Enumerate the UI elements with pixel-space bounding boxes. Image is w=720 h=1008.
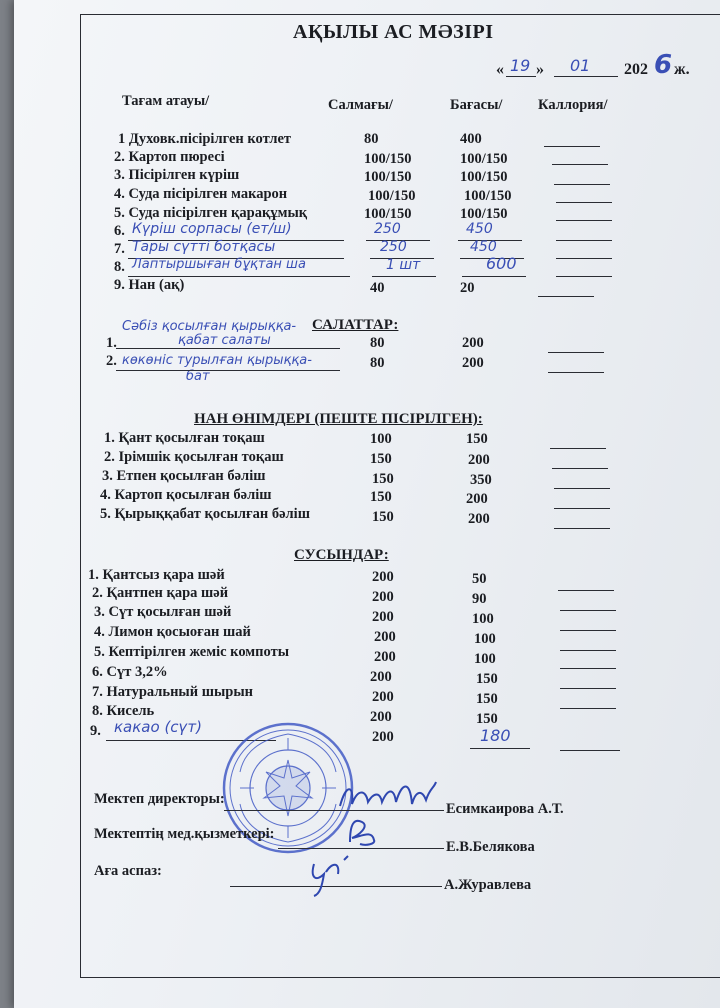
bakery-5-weight: 150	[372, 509, 394, 525]
drink-7-price: 150	[476, 691, 498, 707]
bakery-5-calories-blank	[554, 528, 610, 529]
bakery-4-weight: 150	[370, 489, 392, 505]
dish-3-label: 3. Пісірілген күріш	[114, 167, 240, 183]
drink-3-price: 100	[472, 611, 494, 627]
drink-4-weight: 200	[374, 629, 396, 645]
drink-2-calories-blank	[558, 590, 614, 591]
dish-8-weight: 1 шт	[386, 257, 421, 273]
drink-9-label: 9.	[90, 723, 101, 739]
bakery-3-label: 3. Етпен қосылған бәліш	[102, 468, 266, 484]
dish-6-weight: 250	[374, 221, 401, 237]
bakery-1-calories-blank	[550, 448, 606, 449]
date-year-handwritten: 6	[654, 50, 673, 80]
dish-7-price: 450	[470, 239, 497, 255]
chef-signature	[304, 852, 364, 898]
salad-1-calories-blank	[548, 352, 604, 353]
dish-8-price-line	[462, 276, 526, 277]
bakery-3-weight: 150	[372, 471, 394, 487]
menu-sheet	[14, 0, 720, 1008]
drink-2-price: 90	[472, 591, 487, 607]
date-open-quote: «	[496, 61, 504, 78]
drink-8-weight: 200	[370, 709, 392, 725]
column-price-header: Бағасы/	[450, 97, 503, 113]
dish-5-price: 100/150	[460, 206, 508, 222]
salads-section-title: САЛАТТАР:	[312, 317, 399, 333]
dish-7-label: 7.	[114, 241, 125, 257]
column-name-header: Тағам атауы/	[122, 93, 210, 109]
salad-1-price: 200	[462, 335, 484, 351]
dish-9-calories-blank	[538, 296, 594, 297]
salad-1-weight: 80	[370, 335, 385, 351]
dish-9-price: 20	[460, 280, 475, 296]
medic-role-label: Мектептің мед.қызметкері:	[94, 826, 275, 842]
drink-7-weight: 200	[372, 689, 394, 705]
date-day-line	[506, 76, 536, 77]
dish-4-price: 100/150	[464, 188, 512, 204]
drink-3-calories-blank	[560, 610, 616, 611]
drink-9-name: какао (сүт)	[114, 718, 203, 736]
column-calories-header: Каллория/	[538, 97, 608, 113]
dish-8-calories-blank	[556, 276, 612, 277]
drink-3-label: 3. Сүт қосылған шәй	[94, 604, 232, 620]
bakery-4-label: 4. Картоп қосылған бәліш	[100, 487, 272, 503]
medic-signature-line	[278, 848, 444, 849]
drink-4-label: 4. Лимон қосыоған шай	[94, 624, 251, 640]
dish-4-label: 4. Суда пісірілген макарон	[114, 186, 288, 202]
salad-2-name-line2: бат	[186, 369, 210, 384]
dish-8-weight-line	[372, 276, 436, 277]
dish-8-price: 600	[486, 254, 517, 273]
drink-9-price-line	[470, 748, 530, 749]
column-weight-header: Салмағы/	[328, 97, 393, 113]
medic-signature	[344, 814, 384, 848]
bakery-2-weight: 150	[370, 451, 392, 467]
page-title: АҚЫЛЫ АС МӘЗІРІ	[293, 21, 494, 43]
dish-2-label: 2. Картоп пюресі	[114, 149, 225, 165]
drink-1-weight: 200	[372, 569, 394, 585]
bakery-5-price: 200	[468, 511, 490, 527]
date-suffix: ж.	[674, 61, 690, 78]
drink-4-price: 100	[474, 631, 496, 647]
drink-5-calories-blank	[560, 650, 616, 651]
dish-6-name: Күріш сорпасы (ет/ш)	[132, 221, 292, 237]
chef-role-label: Аға аспаз:	[94, 863, 162, 879]
salad-1-name-line	[116, 348, 340, 349]
drink-6-price: 150	[476, 671, 498, 687]
drink-4-calories-blank	[560, 630, 616, 631]
drink-8-label: 8. Кисель	[92, 703, 155, 719]
bakery-4-price: 200	[466, 491, 488, 507]
date-year: 202	[624, 61, 648, 78]
dish-7-name: Тары сүтті ботқасы	[132, 239, 276, 255]
dish-8-name: Лаптыршыған бұқтан ша	[132, 257, 306, 272]
dish-2-price: 100/150	[460, 151, 508, 167]
salad-2-name-line1: көкөніс турылған қырыққа-	[122, 353, 312, 368]
dish-4-weight: 100/150	[368, 188, 416, 204]
bakery-2-calories-blank	[552, 468, 608, 469]
dish-2-weight: 100/150	[364, 151, 412, 167]
bakery-1-price: 150	[466, 431, 488, 447]
dish-1-label: 1 Духовк.пісірілген котлет	[118, 131, 292, 147]
drink-3-weight: 200	[372, 609, 394, 625]
drink-5-price: 100	[474, 651, 496, 667]
dish-1-calories-blank	[544, 146, 600, 147]
dish-3-weight: 100/150	[364, 169, 412, 185]
date-month-line	[554, 76, 618, 77]
dish-9-label: 9. Нан (ақ)	[114, 277, 185, 293]
drink-1-label: 1. Қантсыз қара шәй	[88, 567, 225, 583]
bakery-2-label: 2. Ірімшік қосылған тоқаш	[104, 449, 284, 465]
salad-1-label: 1.	[106, 335, 117, 351]
drink-8-price: 150	[476, 711, 498, 727]
drink-6-label: 6. Сүт 3,2%	[92, 664, 168, 680]
salad-2-name-line	[116, 370, 340, 371]
salad-2-label: 2.	[106, 353, 117, 369]
dish-5-weight: 100/150	[364, 206, 412, 222]
dish-3-price: 100/150	[460, 169, 508, 185]
dish-5-label: 5. Суда пісірілген қарақұмық	[114, 205, 308, 221]
dish-7-calories-blank	[556, 258, 612, 259]
bakery-4-calories-blank	[554, 508, 610, 509]
bakery-3-calories-blank	[554, 488, 610, 489]
dish-6-calories-blank	[556, 240, 612, 241]
dish-4-calories-blank	[556, 202, 612, 203]
bakery-3-price: 350	[470, 472, 492, 488]
drink-9-weight: 200	[372, 729, 394, 745]
drink-2-weight: 200	[372, 589, 394, 605]
drink-5-weight: 200	[374, 649, 396, 665]
bakery-1-weight: 100	[370, 431, 392, 447]
director-role-label: Мектеп директоры:	[94, 791, 225, 807]
salad-1-name-line1: Сәбіз қосылған қырыққа-	[122, 319, 297, 334]
bakery-5-label: 5. Қырыққабат қосылған бәліш	[100, 506, 310, 522]
drinks-section-title: СУСЫНДАР:	[294, 547, 389, 563]
bakery-section-title: НАН ӨНІМДЕРІ (ПЕШТЕ ПІСІРІЛГЕН):	[194, 411, 483, 427]
drink-7-calories-blank	[560, 688, 616, 689]
drink-9-calories-blank	[560, 750, 620, 751]
bakery-1-label: 1. Қант қосылған тоқаш	[104, 430, 265, 446]
director-signature	[336, 778, 440, 818]
chef-name: А.Журавлева	[444, 877, 532, 893]
salad-2-calories-blank	[548, 372, 604, 373]
medic-name: Е.В.Белякова	[446, 839, 535, 855]
bakery-2-price: 200	[468, 452, 490, 468]
date-month: 01	[570, 56, 591, 75]
salad-2-weight: 80	[370, 355, 385, 371]
salad-1-name-line2: қабат салаты	[178, 333, 271, 348]
dish-6-price: 450	[466, 221, 493, 237]
date-close-quote: »	[536, 61, 544, 78]
dish-5-calories-blank	[556, 220, 612, 221]
dish-1-price: 400	[460, 131, 482, 147]
dish-3-calories-blank	[554, 184, 610, 185]
drink-1-price: 50	[472, 571, 487, 587]
dish-1-weight: 80	[364, 131, 379, 147]
drink-9-price: 180	[480, 726, 511, 745]
dish-9-weight: 40	[370, 280, 385, 296]
drink-5-label: 5. Кептірілген жеміс компоты	[94, 644, 290, 660]
drink-6-calories-blank	[560, 668, 616, 669]
drink-2-label: 2. Қантпен қара шәй	[92, 585, 229, 601]
date-day: 19	[510, 56, 531, 75]
salad-2-price: 200	[462, 355, 484, 371]
director-name: Есимкаирова А.Т.	[446, 801, 564, 817]
drink-6-weight: 200	[370, 669, 392, 685]
dish-6-label: 6.	[114, 223, 125, 239]
dish-8-label: 8.	[114, 259, 125, 275]
drink-7-label: 7. Натуральный шырын	[92, 684, 254, 700]
dish-7-weight: 250	[380, 239, 407, 255]
dish-2-calories-blank	[552, 164, 608, 165]
drink-8-calories-blank	[560, 708, 616, 709]
